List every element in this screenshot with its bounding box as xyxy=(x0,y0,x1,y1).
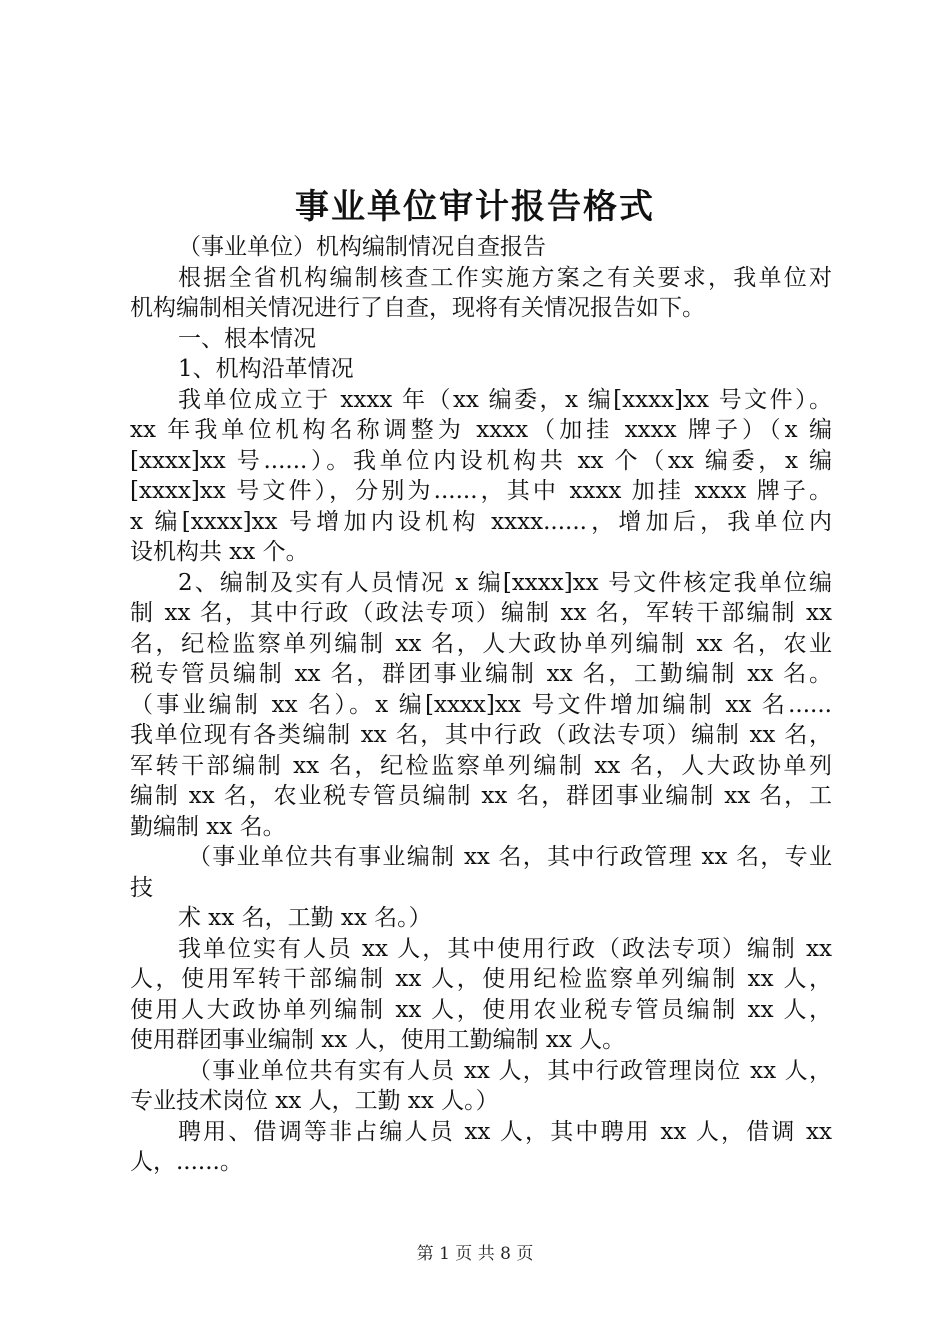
paragraph-line: [xxxx]xx 号......）。我单位内设机构共 xx 个（xx 编委，x 编 xyxy=(130,447,832,474)
paragraph-line: （事业编制 xx 名）。x 编[xxxx]xx 号文件增加编制 xx 名...... xyxy=(130,691,832,718)
paragraph-line: x 编[xxxx]xx 号增加内设机构 xxxx......，增加后，我单位内 xyxy=(130,508,832,535)
report-subtitle: （事业单位）机构编制情况自查报告 xyxy=(178,234,546,260)
paragraph-line: 军转干部编制 xx 名，纪检监察单列编制 xx 名，人大政协单列 xyxy=(130,752,832,779)
paragraph-line: 术 xx 名，工勤 xx 名。） xyxy=(178,905,432,931)
paragraph-line: 我单位现有各类编制 xx 名，其中行政（政法专项）编制 xx 名， xyxy=(130,722,832,748)
paragraph-line: 制 xx 名，其中行政（政法专项）编制 xx 名，军转干部编制 xx xyxy=(130,600,832,626)
paragraph-line: 使用人大政协单列编制 xx 人，使用农业税专管员编制 xx 人， xyxy=(130,996,832,1023)
paragraph-line: 人，使用军转干部编制 xx 人，使用纪检监察单列编制 xx 人， xyxy=(130,966,832,992)
paragraph-line: 人，......。 xyxy=(130,1149,243,1175)
paragraph-line: 我单位实有人员 xx 人，其中使用行政（政法专项）编制 xx xyxy=(178,935,832,962)
subsection-heading: 1、机构沿革情况 xyxy=(178,356,354,382)
paragraph-line: 勤编制 xx 名。 xyxy=(130,813,286,840)
paragraph-line: [xxxx]xx 号文件），分别为......，其中 xxxx 加挂 xxxx 牌子。 xyxy=(130,478,832,504)
paragraph-line: 聘用、借调等非占编人员 xx 人，其中聘用 xx 人，借调 xx xyxy=(178,1118,832,1145)
paragraph-line: 根据全省机构编制核查工作实施方案之有关要求，我单位对 xyxy=(178,264,832,291)
paragraph-line: 税专管员编制 xx 名，群团事业编制 xx 名，工勤编制 xx 名。 xyxy=(130,661,832,687)
section-heading: 一、根本情况 xyxy=(178,325,316,352)
paragraph-line: 设机构共 xx 个。 xyxy=(130,539,309,565)
paragraph-line: （事业单位共有事业编制 xx 名，其中行政管理 xx 名，专业 xyxy=(188,844,832,870)
paragraph-line: 技 xyxy=(130,874,153,901)
paragraph-line: 名，纪检监察单列编制 xx 名，人大政协单列编制 xx 名，农业 xyxy=(130,630,832,657)
paragraph-line: （事业单位共有实有人员 xx 人，其中行政管理岗位 xx 人， xyxy=(188,1057,832,1084)
page-number-footer: 第 1 页 共 8 页 xyxy=(416,1244,534,1264)
paragraph-line: xx 年我单位机构名称调整为 xxxx（加挂 xxxx 牌子）（x 编 xyxy=(130,417,832,443)
paragraph-line: 专业技术岗位 xx 人，工勤 xx 人。） xyxy=(130,1088,499,1114)
paragraph-line: 我单位成立于 xxxx 年（xx 编委，x 编[xxxx]xx 号文件）。 xyxy=(178,386,832,413)
paragraph-line: 编制 xx 名，农业税专管员编制 xx 名，群团事业编制 xx 名，工 xyxy=(130,783,832,809)
paragraph-line: 使用群团事业编制 xx 人，使用工勤编制 xx 人。 xyxy=(130,1027,626,1053)
document-body xyxy=(130,232,832,1178)
document-title: 事业单位审计报告格式 xyxy=(295,187,655,227)
paragraph-line: 机构编制相关情况进行了自查，现将有关情况报告如下。 xyxy=(130,295,705,321)
paragraph-line: 2、编制及实有人员情况 x 编[xxxx]xx 号文件核定我单位编 xyxy=(178,569,832,596)
